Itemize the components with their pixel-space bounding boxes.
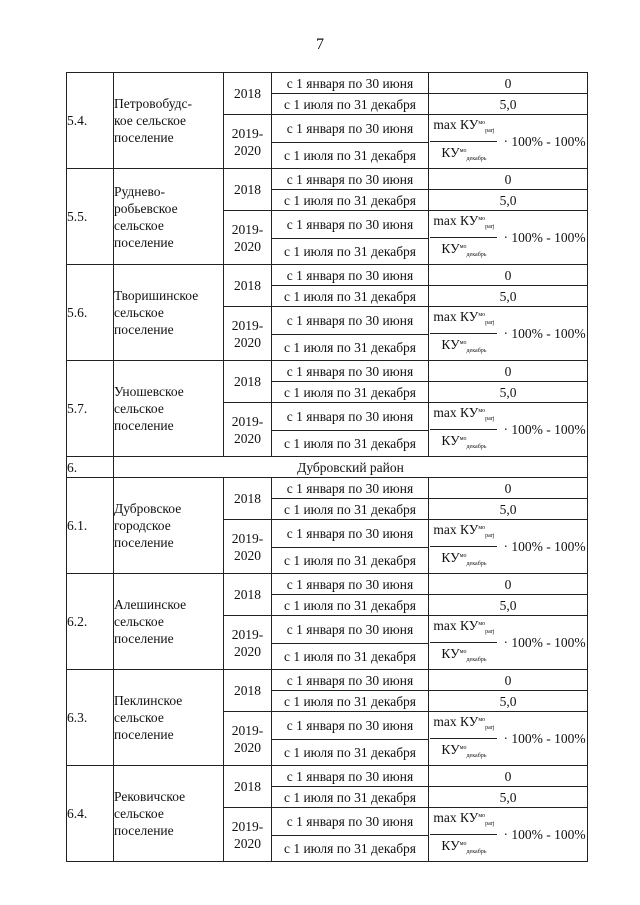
growth-formula: $\frac{\max КУ^{мо}_{parj}}{КУ^{мо}_{декабрь}}$ · 100% - 100% [430,808,585,861]
row-number: 6.1. [67,478,114,574]
period-cell: с 1 июля по 31 декабря [272,835,429,861]
period-cell: с 1 июля по 31 декабря [272,739,429,765]
year-cell: 2019- 2020 [224,808,272,862]
period-cell: с 1 января по 30 июня [272,211,429,239]
value-cell: 5,0 [429,190,588,211]
formula-cell [429,808,588,862]
growth-formula: $\frac{\max КУ^{мо}_{parj}}{КУ^{мо}_{декабрь}}$ · 100% - 100% [430,115,585,168]
period-cell: с 1 января по 30 июня [272,115,429,143]
period-cell: с 1 января по 30 июня [272,265,429,286]
period-cell: с 1 июля по 31 декабря [272,547,429,573]
tariff-table [66,72,588,862]
growth-formula: $\frac{\max КУ^{мо}_{parj}}{КУ^{мо}_{декабрь}}$ · 100% - 100% [430,403,585,456]
period-cell: с 1 июля по 31 декабря [272,430,429,456]
value-cell: 5,0 [429,595,588,616]
year-cell: 2019- 2020 [224,520,272,574]
growth-formula: $\frac{\max КУ^{мо}_{parj}}{КУ^{мо}_{декабрь}}$ · 100% - 100% [430,211,585,264]
year-cell: 2018 [224,361,272,403]
year-cell: 2018 [224,169,272,211]
table-row [67,670,588,691]
row-number: 6.2. [67,574,114,670]
row-number: 5.4. [67,73,114,169]
period-cell: с 1 июля по 31 декабря [272,787,429,808]
section-number: 6. [67,457,114,478]
period-cell: с 1 июля по 31 декабря [272,238,429,264]
table-row [67,73,588,94]
row-number: 5.7. [67,361,114,457]
value-cell: 5,0 [429,499,588,520]
table-row [67,169,588,190]
settlement-name: Пеклинское сельское поселение [114,670,224,766]
period-cell: с 1 января по 30 июня [272,574,429,595]
formula-cell [429,115,588,169]
year-cell: 2018 [224,766,272,808]
year-cell: 2019- 2020 [224,403,272,457]
period-cell: с 1 июля по 31 декабря [272,499,429,520]
period-cell: с 1 января по 30 июня [272,478,429,499]
table-row [67,361,588,382]
period-cell: с 1 июля по 31 декабря [272,382,429,403]
period-cell: с 1 июля по 31 декабря [272,286,429,307]
period-cell: с 1 января по 30 июня [272,670,429,691]
period-cell: с 1 января по 30 июня [272,307,429,335]
value-cell: 5,0 [429,787,588,808]
year-cell: 2019- 2020 [224,616,272,670]
year-cell: 2019- 2020 [224,307,272,361]
period-cell: с 1 января по 30 июня [272,73,429,94]
formula-cell [429,307,588,361]
period-cell: с 1 июля по 31 декабря [272,190,429,211]
table-row [67,265,588,286]
section-title: Дубровский район [114,457,588,478]
value-cell: 5,0 [429,286,588,307]
period-cell: с 1 июля по 31 декабря [272,691,429,712]
value-cell: 0 [429,265,588,286]
settlement-name: Руднево- робьевское сельское поселение [114,169,224,265]
value-cell: 0 [429,361,588,382]
settlement-name: Творишинское сельское поселение [114,265,224,361]
year-cell: 2019- 2020 [224,211,272,265]
settlement-name: Рековичское сельское поселение [114,766,224,862]
row-number: 5.6. [67,265,114,361]
period-cell: с 1 января по 30 июня [272,520,429,548]
value-cell: 5,0 [429,94,588,115]
table-row [67,478,588,499]
period-cell: с 1 января по 30 июня [272,169,429,190]
table-row [67,766,588,787]
period-cell: с 1 июля по 31 декабря [272,595,429,616]
period-cell: с 1 июля по 31 декабря [272,94,429,115]
formula-cell [429,211,588,265]
value-cell: 0 [429,169,588,190]
table-row [67,574,588,595]
settlement-name: Петровобудс- кое сельское поселение [114,73,224,169]
year-cell: 2018 [224,265,272,307]
value-cell: 0 [429,766,588,787]
period-cell: с 1 января по 30 июня [272,712,429,740]
year-cell: 2018 [224,478,272,520]
page-number: 7 [316,36,324,53]
formula-cell [429,520,588,574]
settlement-name: Алешинское сельское поселение [114,574,224,670]
year-cell: 2018 [224,73,272,115]
period-cell: с 1 января по 30 июня [272,808,429,836]
row-number: 6.4. [67,766,114,862]
year-cell: 2019- 2020 [224,115,272,169]
year-cell: 2019- 2020 [224,712,272,766]
period-cell: с 1 января по 30 июня [272,766,429,787]
growth-formula: $\frac{\max КУ^{мо}_{parj}}{КУ^{мо}_{декабрь}}$ · 100% - 100% [430,307,585,360]
period-cell: с 1 июля по 31 декабря [272,142,429,168]
value-cell: 0 [429,670,588,691]
row-number: 6.3. [67,670,114,766]
formula-cell [429,616,588,670]
value-cell: 0 [429,478,588,499]
section-row [67,457,588,478]
row-number: 5.5. [67,169,114,265]
formula-cell [429,712,588,766]
formula-cell [429,403,588,457]
period-cell: с 1 января по 30 июня [272,403,429,431]
value-cell: 0 [429,73,588,94]
period-cell: с 1 января по 30 июня [272,616,429,644]
value-cell: 5,0 [429,691,588,712]
year-cell: 2018 [224,574,272,616]
year-cell: 2018 [224,670,272,712]
value-cell: 5,0 [429,382,588,403]
settlement-name: Уношевское сельское поселение [114,361,224,457]
growth-formula: $\frac{\max КУ^{мо}_{parj}}{КУ^{мо}_{декабрь}}$ · 100% - 100% [430,520,585,573]
period-cell: с 1 июля по 31 декабря [272,643,429,669]
period-cell: с 1 июля по 31 декабря [272,334,429,360]
growth-formula: $\frac{\max КУ^{мо}_{parj}}{КУ^{мо}_{декабрь}}$ · 100% - 100% [430,616,585,669]
growth-formula: $\frac{\max КУ^{мо}_{parj}}{КУ^{мо}_{декабрь}}$ · 100% - 100% [430,712,585,765]
value-cell: 0 [429,574,588,595]
period-cell: с 1 января по 30 июня [272,361,429,382]
settlement-name: Дубровское городское поселение [114,478,224,574]
